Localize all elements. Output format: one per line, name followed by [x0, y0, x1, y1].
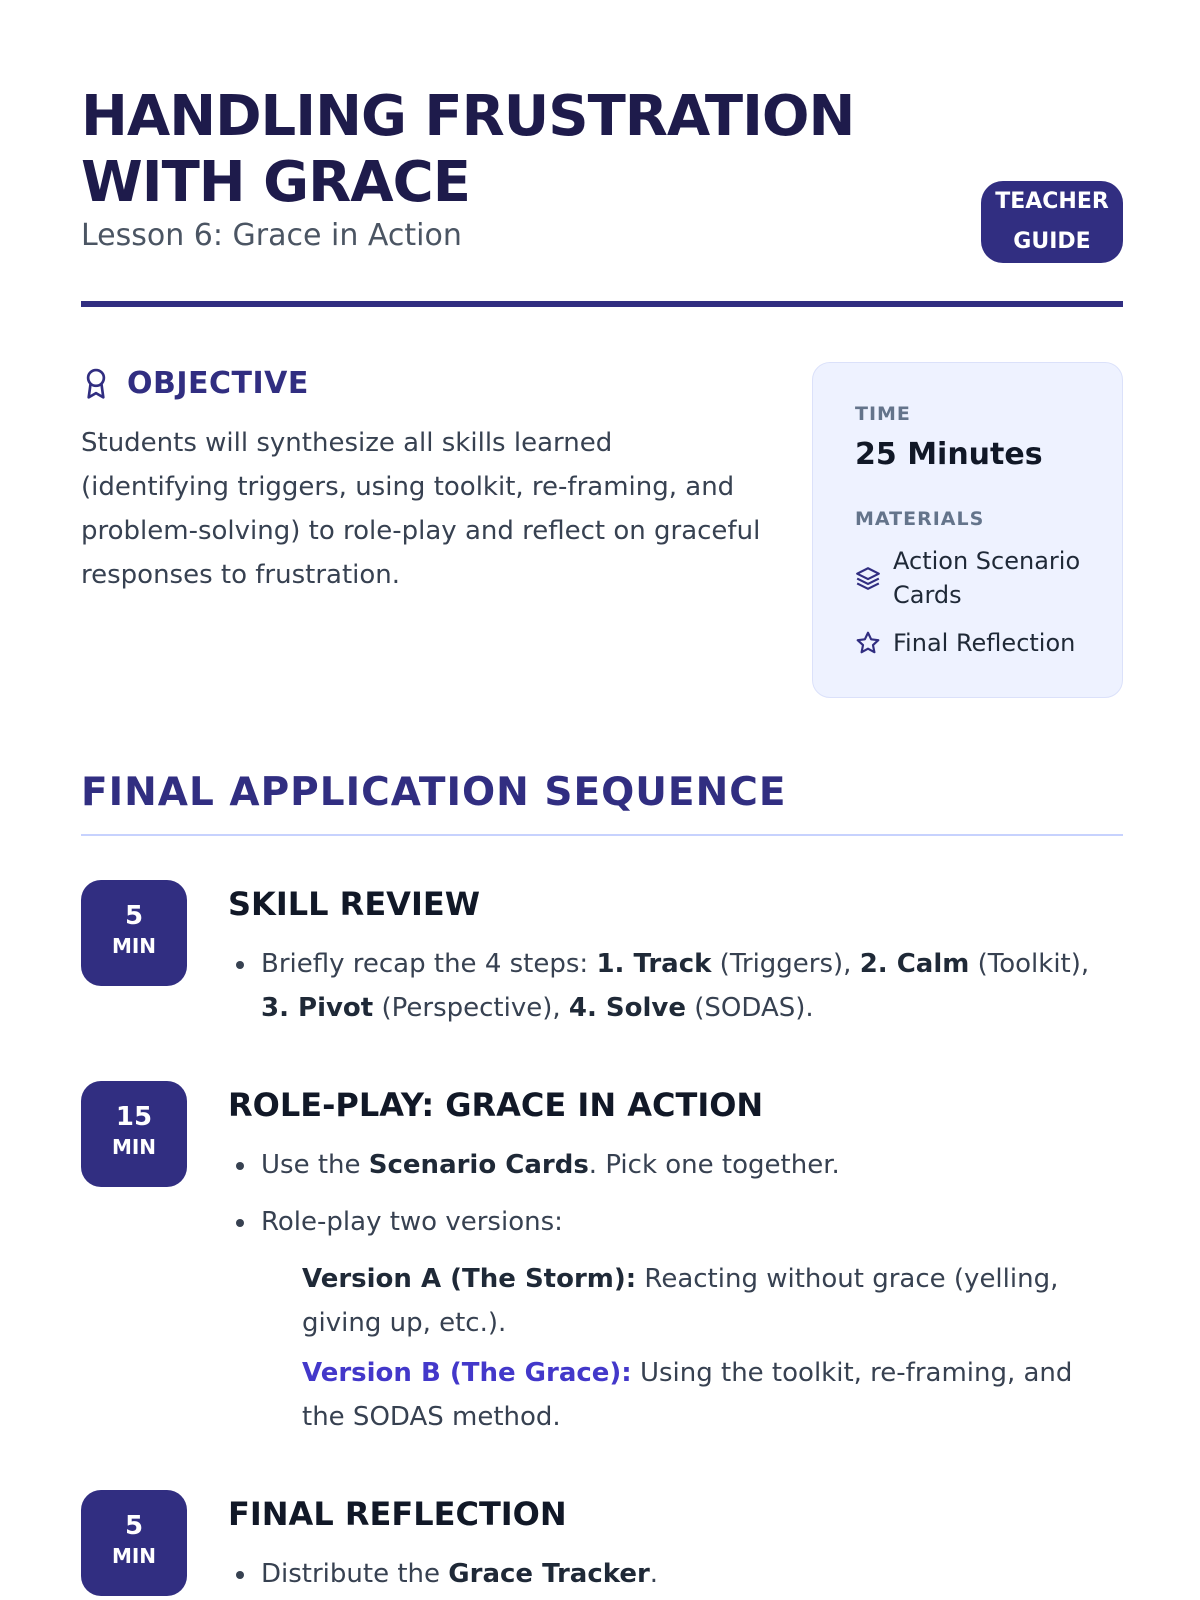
duration-minutes: 5	[124, 1511, 144, 1541]
duration-badge	[81, 1081, 187, 1187]
material-item	[855, 626, 1122, 660]
lesson-subtitle: Lesson 6: Grace in Action	[81, 218, 462, 253]
list-item: Role-play two versions:	[228, 1200, 1123, 1244]
step-title: ROLE-PLAY: GRACE IN ACTION	[228, 1086, 764, 1124]
material-label: Final Reflection	[893, 629, 1076, 657]
section-title: FINAL APPLICATION SEQUENCE	[81, 770, 787, 815]
duration-badge	[81, 1490, 187, 1596]
section-divider	[81, 834, 1123, 836]
duration-badge	[81, 880, 187, 986]
objective-text: Students will synthesize all skills learned (identifying triggers, using toolkit, re-framing, and problem-solving) to role-play and reflect on graceful responses to frustration.	[81, 428, 761, 590]
material-label: Action Scenario Cards	[893, 547, 1081, 609]
header-divider	[81, 301, 1123, 307]
version-b: Version B (The Grace): Using the toolkit, re-framing, and the SODAS method.	[302, 1358, 1073, 1432]
time-value: 25 Minutes	[855, 437, 1043, 472]
lesson-info-card	[812, 362, 1123, 698]
duration-minutes: 15	[115, 1102, 153, 1132]
layers-icon	[855, 565, 881, 591]
objective-heading	[81, 366, 309, 401]
objective-title: OBJECTIVE	[127, 366, 309, 401]
award-icon	[81, 367, 111, 401]
time-label: TIME	[855, 403, 911, 425]
list-item: Distribute the Grace Tracker.	[228, 1552, 1123, 1596]
list-item: Use the Scenario Cards. Pick one together.	[228, 1143, 1123, 1187]
list-item: Briefly recap the 4 steps: 1. Track (Triggers), 2. Calm (Toolkit), 3. Pivot (Perspective), 4. Solve (SODAS).	[228, 942, 1123, 1030]
teacher-guide-badge: TEACHER GUIDE	[981, 181, 1123, 263]
lesson-page	[81, 0, 1123, 1600]
duration-minutes: 5	[124, 901, 144, 931]
duration-unit: MIN	[111, 1135, 157, 1159]
page-title: HANDLING FRUSTRATION WITH GRACE	[81, 84, 855, 215]
duration-unit: MIN	[111, 1544, 157, 1568]
materials-label: MATERIALS	[855, 508, 985, 530]
step-title: SKILL REVIEW	[228, 885, 480, 923]
step-title: FINAL REFLECTION	[228, 1495, 567, 1533]
duration-unit: MIN	[111, 934, 157, 958]
star-icon	[855, 630, 881, 656]
version-a: Version A (The Storm): Reacting without grace (yelling, giving up, etc.).	[302, 1264, 1059, 1338]
material-item	[855, 544, 1122, 612]
